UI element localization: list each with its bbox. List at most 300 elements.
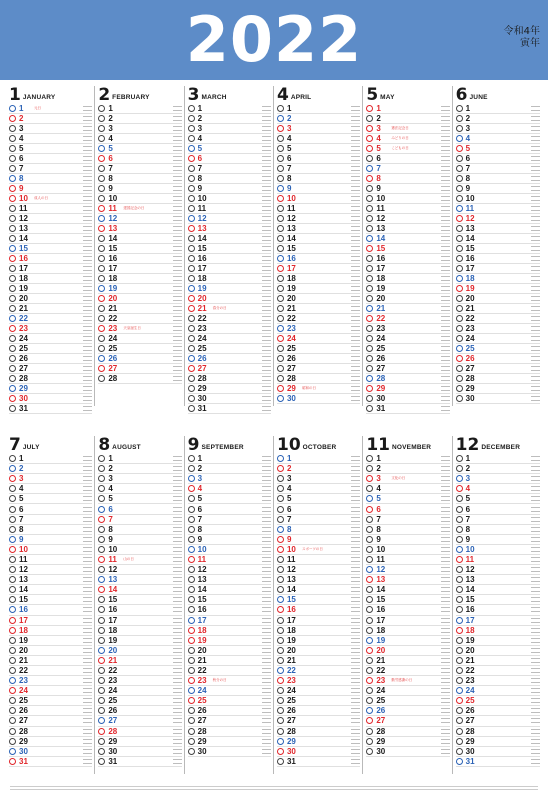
day-number: 31 bbox=[19, 404, 28, 413]
day-number: 12 bbox=[376, 565, 386, 575]
day-row bbox=[277, 515, 360, 525]
day-row bbox=[188, 525, 271, 535]
rokuyo-mark bbox=[262, 356, 271, 361]
moon-phase-icon bbox=[456, 637, 463, 644]
moon-phase-icon bbox=[277, 586, 284, 593]
rokuyo-mark bbox=[531, 296, 540, 301]
moon-phase-icon bbox=[277, 225, 284, 232]
day-number: 29 bbox=[376, 384, 386, 393]
day-row bbox=[277, 394, 360, 404]
day-number: 1 bbox=[376, 454, 381, 464]
day-number: 1 bbox=[197, 454, 203, 464]
day-row bbox=[456, 194, 540, 204]
day-number: 27 bbox=[19, 716, 28, 726]
day-row bbox=[456, 234, 540, 244]
day-row bbox=[456, 515, 540, 525]
day-number: 15 bbox=[376, 595, 386, 605]
rokuyo-mark bbox=[351, 186, 360, 191]
day-row bbox=[456, 525, 540, 535]
day-number: 14 bbox=[108, 234, 118, 243]
rokuyo-mark bbox=[83, 739, 92, 744]
rokuyo-mark bbox=[531, 286, 540, 291]
rokuyo-mark bbox=[173, 527, 182, 532]
day-row bbox=[277, 144, 360, 154]
day-number: 12 bbox=[108, 565, 118, 575]
day-number: 19 bbox=[376, 284, 386, 293]
day-number: 1 bbox=[376, 104, 381, 113]
moon-phase-icon bbox=[366, 506, 373, 513]
day-number: 4 bbox=[286, 484, 292, 494]
day-row bbox=[277, 114, 360, 124]
rokuyo-mark bbox=[441, 126, 450, 131]
moon-phase-icon bbox=[98, 275, 105, 282]
rokuyo-mark bbox=[351, 256, 360, 261]
moon-phase-icon bbox=[9, 235, 16, 242]
day-number: 28 bbox=[19, 726, 28, 736]
rokuyo-mark bbox=[83, 476, 92, 481]
moon-phase-icon bbox=[188, 335, 195, 342]
month-august bbox=[95, 436, 184, 774]
rokuyo-mark bbox=[83, 749, 92, 754]
day-row bbox=[98, 686, 181, 696]
rokuyo-mark bbox=[351, 116, 360, 121]
day-number: 1 bbox=[465, 104, 471, 113]
rokuyo-mark bbox=[441, 658, 450, 663]
day-row bbox=[188, 204, 271, 214]
day-row bbox=[9, 354, 92, 364]
month-name: MARCH bbox=[201, 94, 227, 101]
month-name: NOVEMBER bbox=[391, 444, 432, 451]
day-number: 7 bbox=[465, 514, 471, 524]
moon-phase-icon bbox=[366, 255, 373, 262]
day-number: 13 bbox=[197, 575, 207, 585]
moon-phase-icon bbox=[277, 125, 284, 132]
day-number: 25 bbox=[108, 344, 118, 353]
day-row bbox=[366, 134, 449, 144]
day-number: 9 bbox=[19, 534, 24, 544]
moon-phase-icon bbox=[456, 576, 463, 583]
rokuyo-mark bbox=[531, 456, 540, 461]
moon-phase-icon bbox=[456, 385, 463, 392]
day-number: 17 bbox=[108, 615, 118, 625]
rokuyo-mark bbox=[173, 256, 182, 261]
rokuyo-mark bbox=[351, 729, 360, 734]
moon-phase-icon bbox=[366, 385, 373, 392]
rokuyo-mark bbox=[351, 216, 360, 221]
rokuyo-mark bbox=[83, 527, 92, 532]
moon-phase-icon bbox=[188, 546, 195, 553]
day-row bbox=[277, 184, 360, 194]
day-number: 28 bbox=[465, 726, 475, 736]
day-row bbox=[98, 515, 181, 525]
day-row bbox=[98, 194, 181, 204]
day-row bbox=[277, 364, 360, 374]
rokuyo-mark bbox=[351, 496, 360, 501]
day-row bbox=[9, 384, 92, 394]
day-number: 25 bbox=[197, 344, 207, 353]
rokuyo-mark bbox=[441, 708, 450, 713]
day-row bbox=[188, 616, 271, 626]
rokuyo-mark bbox=[262, 557, 271, 562]
moon-phase-icon bbox=[9, 738, 16, 745]
day-number: 30 bbox=[286, 746, 296, 756]
rokuyo-mark bbox=[173, 266, 182, 271]
day-number: 16 bbox=[465, 254, 475, 263]
day-row bbox=[277, 535, 360, 545]
day-row bbox=[9, 334, 92, 344]
moon-phase-icon bbox=[188, 175, 195, 182]
day-number: 26 bbox=[286, 706, 296, 716]
day-row bbox=[366, 737, 449, 747]
day-number: 18 bbox=[19, 625, 28, 635]
day-number: 9 bbox=[465, 534, 471, 544]
day-number: 18 bbox=[376, 625, 386, 635]
moon-phase-icon bbox=[456, 105, 463, 112]
day-number: 13 bbox=[465, 224, 475, 233]
moon-phase-icon bbox=[456, 465, 463, 472]
rokuyo-mark bbox=[531, 236, 540, 241]
rokuyo-mark bbox=[531, 176, 540, 181]
moon-phase-icon bbox=[9, 215, 16, 222]
day-number: 2 bbox=[286, 114, 292, 123]
rokuyo-mark bbox=[83, 366, 92, 371]
day-row bbox=[98, 104, 181, 114]
moon-phase-icon bbox=[188, 265, 195, 272]
day-number: 1 bbox=[108, 104, 113, 113]
moon-phase-icon bbox=[188, 375, 195, 382]
rokuyo-mark bbox=[351, 708, 360, 713]
day-row bbox=[366, 696, 449, 706]
moon-phase-icon bbox=[456, 125, 463, 132]
rokuyo-mark bbox=[83, 336, 92, 341]
moon-phase-icon bbox=[277, 265, 284, 272]
day-row bbox=[366, 124, 449, 134]
day-row bbox=[456, 737, 540, 747]
day-row bbox=[9, 464, 92, 474]
day-number: 4 bbox=[465, 134, 471, 143]
day-row bbox=[277, 666, 360, 676]
day-number: 8 bbox=[197, 174, 203, 183]
moon-phase-icon bbox=[98, 245, 105, 252]
day-number: 18 bbox=[376, 274, 386, 283]
day-number: 24 bbox=[286, 334, 296, 343]
day-number: 1 bbox=[19, 454, 24, 464]
rokuyo-mark bbox=[262, 106, 271, 111]
moon-phase-icon bbox=[366, 115, 373, 122]
day-number: 3 bbox=[286, 124, 292, 133]
day-row bbox=[9, 404, 92, 414]
rokuyo-mark bbox=[351, 286, 360, 291]
rokuyo-mark bbox=[531, 527, 540, 532]
day-number: 5 bbox=[376, 494, 381, 504]
day-number: 14 bbox=[376, 585, 386, 595]
rokuyo-mark bbox=[173, 739, 182, 744]
day-number: 21 bbox=[376, 655, 386, 665]
moon-phase-icon bbox=[456, 365, 463, 372]
day-number: 23 bbox=[19, 324, 28, 333]
rokuyo-mark bbox=[351, 628, 360, 633]
rokuyo-mark bbox=[351, 126, 360, 131]
day-row bbox=[188, 696, 271, 706]
moon-phase-icon bbox=[188, 365, 195, 372]
year-banner bbox=[0, 0, 548, 80]
rokuyo-mark bbox=[173, 759, 182, 764]
day-row bbox=[188, 626, 271, 636]
day-row bbox=[98, 224, 181, 234]
moon-phase-icon bbox=[98, 105, 105, 112]
day-row bbox=[188, 605, 271, 615]
day-number: 16 bbox=[376, 605, 386, 615]
day-row bbox=[456, 364, 540, 374]
rokuyo-mark bbox=[83, 678, 92, 683]
moon-phase-icon bbox=[277, 627, 284, 634]
moon-phase-icon bbox=[188, 355, 195, 362]
moon-phase-icon bbox=[98, 365, 105, 372]
month-june bbox=[453, 86, 542, 406]
moon-phase-icon bbox=[9, 135, 16, 142]
rokuyo-mark bbox=[531, 466, 540, 471]
day-row bbox=[277, 484, 360, 494]
day-number: 31 bbox=[19, 756, 28, 766]
day-number: 11 bbox=[197, 204, 207, 213]
day-row bbox=[98, 575, 181, 585]
day-row bbox=[9, 344, 92, 354]
day-row bbox=[366, 144, 449, 154]
moon-phase-icon bbox=[366, 717, 373, 724]
rokuyo-mark bbox=[173, 547, 182, 552]
moon-phase-icon bbox=[188, 205, 195, 212]
day-row bbox=[98, 174, 181, 184]
day-row bbox=[456, 706, 540, 716]
rokuyo-mark bbox=[173, 246, 182, 251]
rokuyo-mark bbox=[83, 276, 92, 281]
day-row bbox=[456, 464, 540, 474]
day-number: 17 bbox=[197, 615, 207, 625]
moon-phase-icon bbox=[277, 195, 284, 202]
moon-phase-icon bbox=[9, 275, 16, 282]
rokuyo-mark bbox=[262, 577, 271, 582]
moon-phase-icon bbox=[456, 526, 463, 533]
rokuyo-mark bbox=[441, 557, 450, 562]
day-row bbox=[277, 646, 360, 656]
moon-phase-icon bbox=[98, 205, 105, 212]
rokuyo-mark bbox=[351, 346, 360, 351]
moon-phase-icon bbox=[188, 738, 195, 745]
day-row bbox=[9, 484, 92, 494]
rokuyo-mark bbox=[441, 196, 450, 201]
moon-phase-icon bbox=[188, 596, 195, 603]
day-number: 12 bbox=[197, 214, 207, 223]
rokuyo-mark bbox=[531, 276, 540, 281]
day-number: 3 bbox=[465, 474, 471, 484]
day-row bbox=[188, 214, 271, 224]
rokuyo-mark bbox=[262, 396, 271, 401]
rokuyo-mark bbox=[173, 346, 182, 351]
day-row bbox=[188, 164, 271, 174]
day-row bbox=[366, 555, 449, 565]
day-number: 16 bbox=[197, 254, 207, 263]
day-row bbox=[456, 174, 540, 184]
moon-phase-icon bbox=[277, 556, 284, 563]
rokuyo-mark bbox=[173, 306, 182, 311]
rokuyo-mark bbox=[262, 648, 271, 653]
moon-phase-icon bbox=[456, 617, 463, 624]
day-number: 7 bbox=[108, 514, 113, 524]
rokuyo-mark bbox=[351, 366, 360, 371]
moon-phase-icon bbox=[188, 717, 195, 724]
moon-phase-icon bbox=[98, 536, 105, 543]
day-number: 15 bbox=[108, 244, 118, 253]
rokuyo-mark bbox=[531, 698, 540, 703]
day-number: 16 bbox=[19, 605, 28, 615]
day-number: 17 bbox=[19, 264, 28, 273]
day-row bbox=[277, 757, 360, 767]
rokuyo-mark bbox=[351, 306, 360, 311]
moon-phase-icon bbox=[9, 335, 16, 342]
day-number: 24 bbox=[286, 686, 296, 696]
day-number: 29 bbox=[465, 736, 475, 746]
moon-phase-icon bbox=[188, 255, 195, 262]
day-number: 24 bbox=[376, 686, 386, 696]
day-row bbox=[366, 344, 449, 354]
rokuyo-mark bbox=[351, 547, 360, 552]
day-row bbox=[188, 535, 271, 545]
moon-phase-icon bbox=[456, 728, 463, 735]
moon-phase-icon bbox=[366, 175, 373, 182]
rokuyo-mark bbox=[351, 456, 360, 461]
day-number: 17 bbox=[197, 264, 207, 273]
day-number: 17 bbox=[465, 264, 475, 273]
day-number: 20 bbox=[197, 294, 207, 303]
moon-phase-icon bbox=[366, 185, 373, 192]
rokuyo-mark bbox=[173, 587, 182, 592]
day-row bbox=[277, 294, 360, 304]
moon-phase-icon bbox=[456, 145, 463, 152]
day-number: 16 bbox=[19, 254, 28, 263]
day-row bbox=[456, 545, 540, 555]
rokuyo-mark bbox=[262, 156, 271, 161]
moon-phase-icon bbox=[9, 617, 16, 624]
rokuyo-mark bbox=[351, 176, 360, 181]
rokuyo-mark bbox=[531, 597, 540, 602]
moon-phase-icon bbox=[366, 235, 373, 242]
day-row bbox=[277, 204, 360, 214]
rokuyo-mark bbox=[173, 156, 182, 161]
rokuyo-mark bbox=[83, 116, 92, 121]
day-row bbox=[9, 324, 92, 334]
day-row bbox=[366, 464, 449, 474]
moon-phase-icon bbox=[98, 697, 105, 704]
rokuyo-mark bbox=[262, 386, 271, 391]
day-row bbox=[98, 636, 181, 646]
day-row bbox=[366, 364, 449, 374]
rokuyo-mark bbox=[441, 638, 450, 643]
day-row bbox=[366, 194, 449, 204]
moon-phase-icon bbox=[9, 185, 16, 192]
day-row bbox=[188, 274, 271, 284]
day-number: 27 bbox=[108, 716, 118, 726]
day-row bbox=[456, 585, 540, 595]
moon-phase-icon bbox=[277, 135, 284, 142]
day-number: 19 bbox=[286, 635, 296, 645]
rokuyo-mark bbox=[262, 698, 271, 703]
day-row bbox=[456, 565, 540, 575]
day-row bbox=[277, 354, 360, 364]
moon-phase-icon bbox=[366, 728, 373, 735]
day-number: 8 bbox=[376, 524, 381, 534]
day-row bbox=[277, 494, 360, 504]
moon-phase-icon bbox=[9, 355, 16, 362]
day-number: 12 bbox=[19, 565, 28, 575]
rokuyo-mark bbox=[531, 729, 540, 734]
day-number: 16 bbox=[286, 605, 296, 615]
moon-phase-icon bbox=[277, 566, 284, 573]
day-number: 17 bbox=[286, 264, 296, 273]
moon-phase-icon bbox=[9, 758, 16, 765]
day-row bbox=[456, 374, 540, 384]
rokuyo-mark bbox=[531, 759, 540, 764]
day-row bbox=[188, 545, 271, 555]
day-number: 19 bbox=[286, 284, 296, 293]
day-row bbox=[277, 164, 360, 174]
rokuyo-mark bbox=[262, 688, 271, 693]
moon-phase-icon bbox=[277, 205, 284, 212]
day-number: 22 bbox=[286, 314, 296, 323]
moon-phase-icon bbox=[277, 758, 284, 765]
rokuyo-mark bbox=[173, 296, 182, 301]
rokuyo-mark bbox=[83, 587, 92, 592]
day-row bbox=[366, 545, 449, 555]
day-number: 19 bbox=[465, 284, 475, 293]
day-row bbox=[456, 304, 540, 314]
moon-phase-icon bbox=[277, 546, 284, 553]
moon-phase-icon bbox=[188, 135, 195, 142]
day-number: 26 bbox=[197, 706, 207, 716]
rokuyo-mark bbox=[351, 638, 360, 643]
moon-phase-icon bbox=[188, 235, 195, 242]
rokuyo-mark bbox=[531, 668, 540, 673]
day-row bbox=[456, 204, 540, 214]
moon-phase-icon bbox=[456, 556, 463, 563]
day-number: 8 bbox=[197, 524, 203, 534]
moon-phase-icon bbox=[9, 495, 16, 502]
moon-phase-icon bbox=[98, 165, 105, 172]
moon-phase-icon bbox=[366, 657, 373, 664]
moon-phase-icon bbox=[188, 345, 195, 352]
day-row bbox=[9, 254, 92, 264]
month-number: 4 bbox=[276, 85, 289, 105]
rokuyo-mark bbox=[351, 226, 360, 231]
day-row bbox=[366, 294, 449, 304]
rokuyo-mark bbox=[83, 537, 92, 542]
day-row bbox=[277, 585, 360, 595]
moon-phase-icon bbox=[277, 717, 284, 724]
day-row bbox=[456, 164, 540, 174]
day-number: 10 bbox=[19, 194, 28, 203]
day-number: 10 bbox=[197, 544, 207, 554]
day-row bbox=[188, 324, 271, 334]
day-row bbox=[366, 605, 449, 615]
day-number: 13 bbox=[108, 224, 118, 233]
moon-phase-icon bbox=[277, 495, 284, 502]
day-number: 24 bbox=[465, 686, 475, 696]
day-row bbox=[98, 484, 181, 494]
day-row bbox=[277, 575, 360, 585]
moon-phase-icon bbox=[366, 536, 373, 543]
rokuyo-mark bbox=[262, 336, 271, 341]
moon-phase-icon bbox=[277, 375, 284, 382]
rokuyo-mark bbox=[351, 537, 360, 542]
